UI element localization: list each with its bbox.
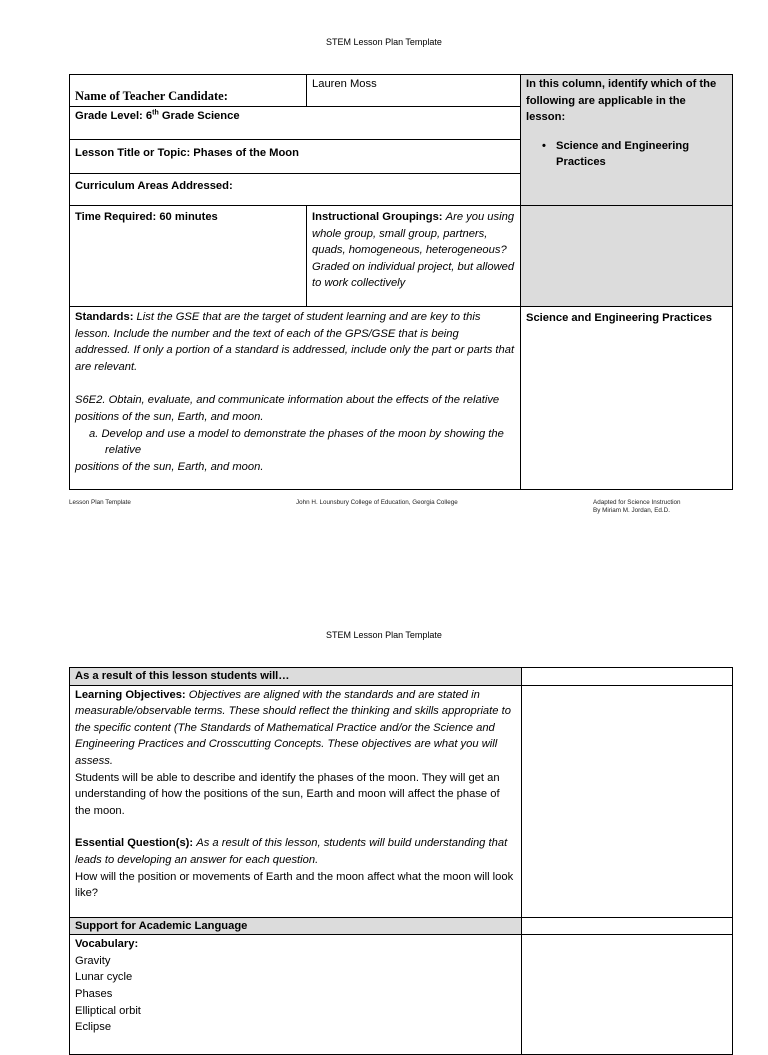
vocab-item: Eclipse [75,1021,112,1034]
teacher-name-label: Name of Teacher Candidate: [75,89,228,104]
page-title-2: STEM Lesson Plan Template [326,630,442,640]
applicability-note: In this column, identify which of the following are applicable in the lesson: [526,78,717,124]
vocabulary-cell [70,935,522,1055]
standard-code: S6E2. Obtain, evaluate, and communicate information about the effects of the relative positions of the sun, Earth, and moon. [75,394,500,423]
objectives-prompt: Objectives are aligned with the standards and are stated in measurable/observable terms. These should reflect the thinking and skills appropriate to the specific content (The Standards of Mathematical Practice and/or the Science and Engineering Practices and Crosscutting Concepts. These objectives are what you will assess. [75,688,511,767]
footer-mid: John H. Lounsbury College of Education, Georgia College [296,499,458,506]
standard-a: a. Develop and use a model to demonstrate the phases of the moon by showing the relative [89,427,504,457]
teacher-name-value: Lauren Moss [312,78,377,90]
teacher-name-label-cell [70,75,307,107]
result-side [522,668,733,686]
practices-list [526,138,727,171]
vocabulary-side [522,935,733,1055]
eq-answer: How will the position or movements of Earth and the moon affect what the moon will look like? [75,870,514,900]
footer-right: Adapted for Science Instruction By Miriam M. Jordan, Ed.D. [593,499,681,514]
standards-side: Science and Engineering Practices [521,307,733,490]
grade-level: Grade Level: 6th Grade Science [70,107,521,140]
vocab-label: Vocabulary: [75,938,139,951]
lesson-plan-table-2 [69,667,733,1055]
result-heading: As a result of this lesson students will… [70,668,522,686]
curriculum-areas: Curriculum Areas Addressed: [70,174,521,206]
objectives-cell: Learning Objectives: Objectives are aligned with the standards and are stated in measurable/observable terms. These should reflect the thinking and skills appropriate to the specific content (The Standards of Mathematical Practice and/or the Science and Engineering Practices and Crosscutting Concepts. These objectives are what you will assess. Students will be able to describe and identify the phases of the moon. They will get an understanding of how the positions of the sun, Earth and moon will affect the phase of the moon. Essential Question(s): As a result of this lesson, students will build understanding that leads to developing an answer for each question. How will the position or movements of Earth and the moon affect what the moon will look like? [70,685,522,917]
practices-list-item: • Science and Engineering Practices [542,139,690,169]
groupings-prompt: Are you using whole group, small group, partners, quads, homogeneous, heterogeneous? [312,211,515,257]
standard-a-cont: positions of the sun, Earth, and moon. [75,460,264,473]
applicability-column [521,75,733,206]
standards-prompt: List the GSE that are the target of student learning and are key to this lesson. Include the number and the text of each of the GPS/GSE that is being addressed. If only a portion of a standard is addressed, include only the part or parts that are relevant. [75,311,515,373]
vocab-item: Phases [75,987,113,1000]
objectives-side [522,685,733,917]
support-side [522,917,733,935]
vocab-item: Elliptical orbit [75,1004,141,1017]
applicability-column-cont [521,206,733,307]
lesson-plan-table-1 [69,74,733,490]
lesson-title: Lesson Title or Topic: Phases of the Moon [70,140,521,174]
eq-prompt: As a result of this lesson, students will build understanding that leads to developing an answer for each question. [75,837,508,866]
essential-question: Essential Question(s): As a result of this lesson, students will build understanding that leads to developing an answer for each question. [75,837,508,866]
objectives-answer: Students will be able to describe and identify the phases of the moon. They will get an understanding of how the positions of the sun, Earth and moon will affect the phase of the moon. [75,771,500,817]
footer-left: Lesson Plan Template [69,499,131,506]
vocab-item: Lunar cycle [75,971,133,984]
support-heading: Support for Academic Language [70,917,522,935]
instructional-groupings: Instructional Groupings: Are you using whole group, small group, partners, quads, homogeneous, heterogeneous? Graded on individual project, but allowed to work collectively [307,206,521,307]
groupings-answer: Graded on individual project, but allowed to work collectively [312,260,515,290]
teacher-name-value-cell [307,75,521,107]
page-title: STEM Lesson Plan Template [326,37,442,47]
bullet-icon: • [542,139,546,152]
time-required: Time Required: 60 minutes [70,206,307,307]
vocab-item: Gravity [75,954,111,967]
standards-cell: Standards: List the GSE that are the target of student learning and are key to this lesson. Include the number and the text of each of the GPS/GSE that is being addressed. If only a portion of a standard is addressed, include only the part or parts that are relevant. S6E2. Obtain, evaluate, and communicate information about the effects of the relative positions of the sun, Earth, and moon. a. Develop and use a model to demonstrate the phases of the moon by showing the relative positions of the sun, Earth, and moon. [70,307,521,490]
